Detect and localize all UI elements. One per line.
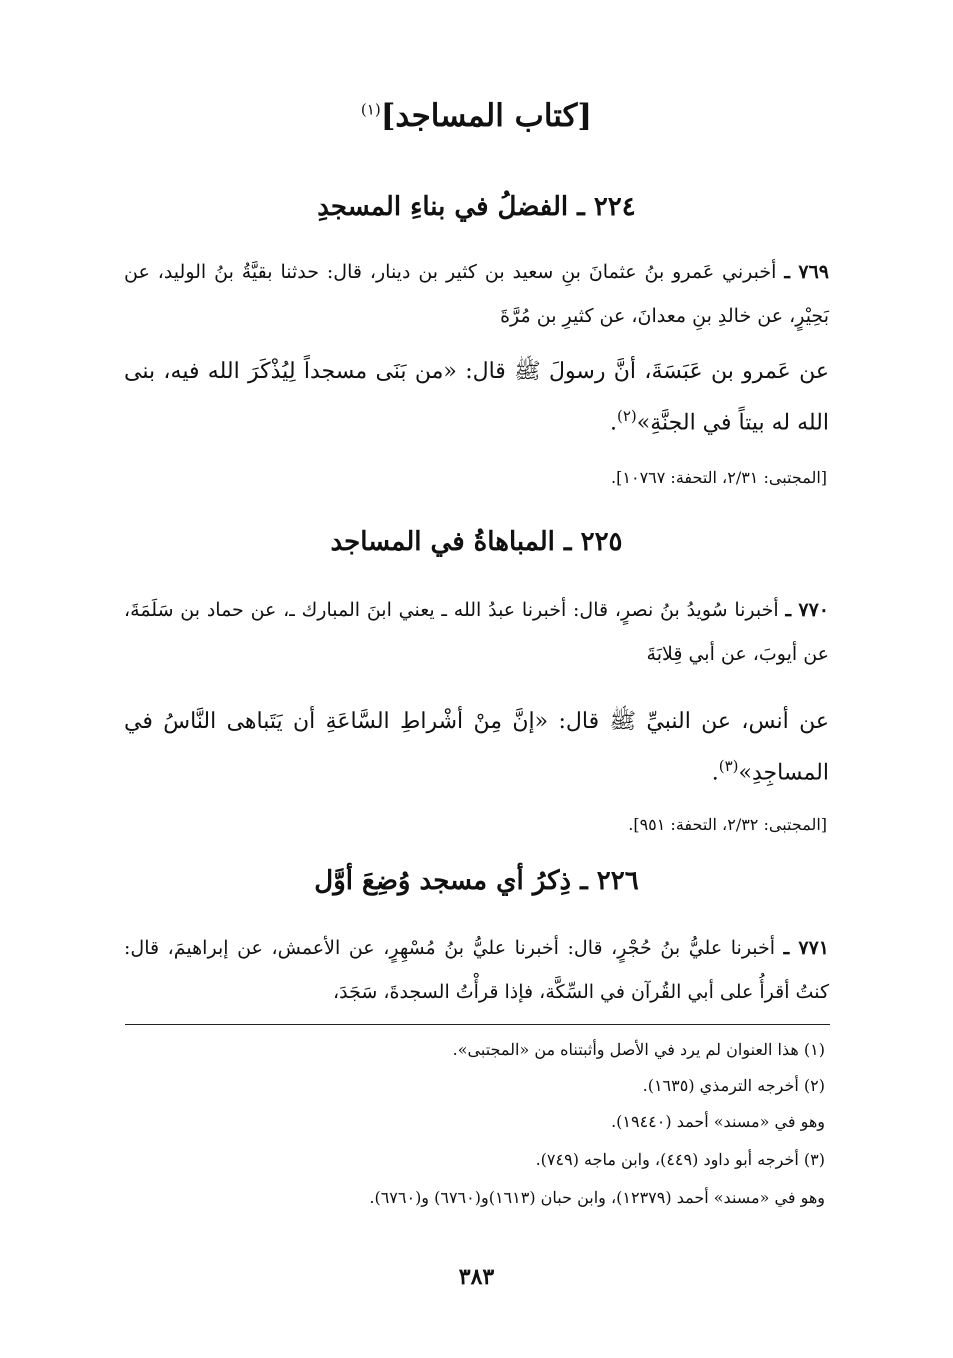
footnote-marker: (٢) <box>616 407 637 425</box>
chapter-heading: ٢٢٦ ـ ذِكرُ أي مسجد وُضِعَ أوَّل <box>314 866 639 896</box>
footnote-marker: (٣) <box>718 757 739 775</box>
footnote: (١) هذا العنوان لم يرد في الأصل وأثبتناه من «المجتبى». <box>452 1040 825 1059</box>
hadith-isnad <box>124 588 829 676</box>
isnad-text: أخبرنا سُويدُ بنُ نصرٍ، قال: أخبرنا عبدُ الله ـ يعني ابنَ المبارك ـ، عن حماد بن سَلَمَةَ، عن أيوبَ، عن أبي قِلابَةَ <box>124 599 829 665</box>
footnote: (٢) أخرجه الترمذي (١٦٣٥). <box>642 1076 825 1095</box>
chapter-heading: ٢٢٥ ـ المباهاةُ في المساجد <box>330 527 623 557</box>
reference-note: [المجتبى: ٢/٣٢، التحفة: ٩٥١]. <box>628 815 827 834</box>
footnote: وهو في «مسند» أحمد (١٢٣٧٩)، وابن حبان (١٦١٣)و(٦٧٦٠) و(٦٧٦٠). <box>369 1188 825 1207</box>
footnote: وهو في «مسند» أحمد (١٩٤٤٠). <box>611 1112 825 1131</box>
footnote: (٣) أخرجه أبو داود (٤٤٩)، وابن ماجه (٧٤٩). <box>535 1150 825 1169</box>
book-title <box>0 98 953 134</box>
hadith-isnad <box>124 926 829 1014</box>
isnad-text: أخبرني عَمرو بنُ عثمانَ بنِ سعيد بن كثير بن دينار، قال: حدثنا بقيَّةُ بنُ الوليد، عن بَحِيْرٍ، عن خالدِ بنِ معدانَ، عن كثيرِ بن مُرَّةَ <box>124 261 829 327</box>
hadith-number: ٧٧١ ـ <box>783 937 829 959</box>
hadith-matn: عن أنس، عن النبيِّ ﷺ قال: «إنَّ مِنْ أشْراطِ السَّاعَةِ أن يَتَباهى النَّاسُ في المساجِدِ»$^{(٣)}$. <box>124 709 829 786</box>
hadith-number: ٧٧٠ ـ <box>785 599 829 621</box>
matn-text: عن عَمرو بن عَبَسَةَ، أنَّ رسولَ ﷺ قال: «من بَنَى مسجداً لِيُذْكَرَ الله فيه، بنى الله له بيتاً في الجنَّةِ» <box>124 359 829 436</box>
hadith-isnad <box>124 250 829 338</box>
footnote-marker: (١) <box>360 100 381 119</box>
footnote-separator <box>125 1024 830 1025</box>
matn-text: عن أنس، عن النبيِّ ﷺ قال: «إنَّ مِنْ أشْراطِ السَّاعَةِ أن يَتَباهى النَّاسُ في المساجِدِ» <box>124 709 829 786</box>
hadith-matn: عن عَمرو بن عَبَسَةَ، أنَّ رسولَ ﷺ قال: «من بَنَى مسجداً لِيُذْكَرَ الله فيه، بنى الله له بيتاً في الجنَّةِ»$^{(٢)}$. <box>124 359 829 436</box>
reference-note: [المجتبى: ٢/٣١، التحفة: ١٠٧٦٧]. <box>611 468 827 487</box>
page-number: ٣٨٣ <box>458 1264 495 1290</box>
book-title-text: [كتاب المساجد] <box>380 98 593 134</box>
chapter-heading: ٢٢٤ ـ الفضلُ في بناءِ المسجدِ <box>317 192 636 222</box>
hadith-number: ٧٦٩ ـ <box>784 261 829 283</box>
isnad-text: أخبرنا عليُّ بنُ حُجْرٍ، قال: أخبرنا عليُّ بنُ مُسْهِرٍ، عن الأعمش، عن إبراهيمَ، قال: كنتُ أقرأُ على أبي القُرآن في السِّكَّة، فإذا قرأْتُ السجدةَ، سَجَدَ، <box>124 937 829 1003</box>
